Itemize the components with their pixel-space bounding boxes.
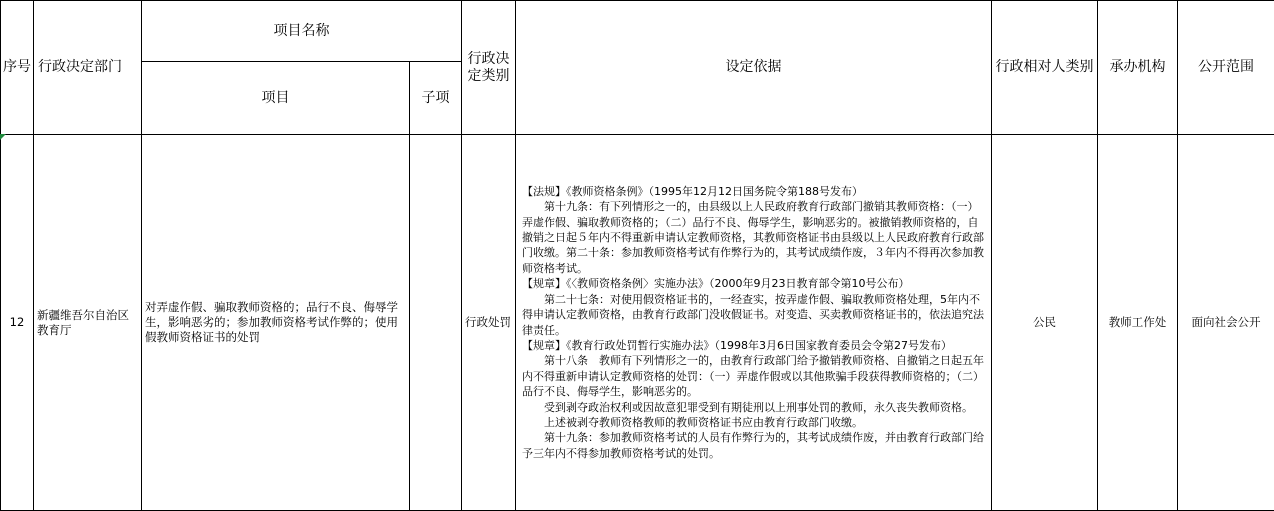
cell-seq: 12 [1, 135, 34, 511]
basis-line: 【法规】《教师资格条例》（1995年12月12日国务院令第188号发布） [522, 184, 863, 198]
basis-line: 第十九条：有下列情形之一的，由县级以上人民政府教育行政部门撤销其教师资格：（一）弄虚作假、骗取教师资格的；（二）品行不良、侮辱学生，影响恶劣的。被撤销教师资格的，自撤销之日起５年内不得重新申请认定教师资格，其教师资格证书由县级以上人民政府教育行政部门收缴。第二十条：参加教师资格考试有作弊行为的，其考试成绩作废，３年内不得再次参加教师资格考试。 [522, 200, 984, 275]
header-project: 项目 [142, 62, 410, 135]
cell-handler: 教师工作处 [1098, 135, 1178, 511]
cell-counterpart: 公民 [992, 135, 1098, 511]
header-scope: 公开范围 [1178, 1, 1274, 135]
cell-scope: 面向社会公开 [1178, 135, 1274, 511]
header-project-name: 项目名称 [142, 1, 462, 62]
basis-line: 第十八条 教师有下列情形之一的，由教育行政部门给予撤销教师资格、自撤销之日起五年内不得重新申请认定教师资格的处罚：（一）弄虚作假或以其他欺骗手段获得教师资格的；（二）品行不良、侮辱学生，影响恶劣的。 [522, 354, 984, 399]
basis-line: 第十九条：参加教师资格考试的人员有作弊行为的，其考试成绩作废，并由教育行政部门给予三年内不得参加教师资格考试的处罚。 [522, 431, 984, 460]
header-dept: 行政决定部门 [34, 1, 142, 135]
table-row [1, 135, 1274, 511]
cell-decision-type: 行政处罚 [462, 135, 516, 511]
cell-comment-marker [0, 134, 6, 140]
basis-line: 【规章】《〈教师资格条例〉实施办法》（2000年9月23日教育部令第10号公布） [522, 277, 910, 291]
basis-line: 受到剥夺政治权利或因故意犯罪受到有期徒刑以上刑事处罚的教师，永久丧失教师资格。 [544, 400, 973, 414]
cell-basis [516, 135, 992, 511]
header-sub-item: 子项 [410, 62, 462, 135]
header-basis: 设定依据 [516, 1, 992, 135]
cell-project: 对弄虚作假、骗取教师资格的；品行不良、侮辱学生，影响恶劣的；参加教师资格考试作弊的；使用假教师资格证书的处罚 [142, 135, 410, 511]
header-decision-type: 行政决定类别 [462, 1, 516, 135]
basis-line: 第二十七条：对使用假资格证书的，一经查实，按弄虚作假、骗取教师资格处理，5年内不得申请认定教师资格，由教育行政部门没收假证书。对变造、买卖教师资格证书的，依法追究法律责任。 [522, 292, 984, 337]
cell-dept: 新疆维吾尔自治区教育厅 [34, 135, 142, 511]
header-counterpart: 行政相对人类别 [992, 1, 1098, 135]
cell-sub-item [410, 135, 462, 511]
header-handler: 承办机构 [1098, 1, 1178, 135]
header-seq: 序号 [1, 1, 34, 135]
basis-line: 【规章】《教育行政处罚暂行实施办法》（1998年3月6日国家教育委员会令第27号发布） [522, 338, 952, 352]
basis-line: 上述被剥夺教师资格教师的教师资格证书应由教育行政部门收缴。 [544, 415, 863, 429]
